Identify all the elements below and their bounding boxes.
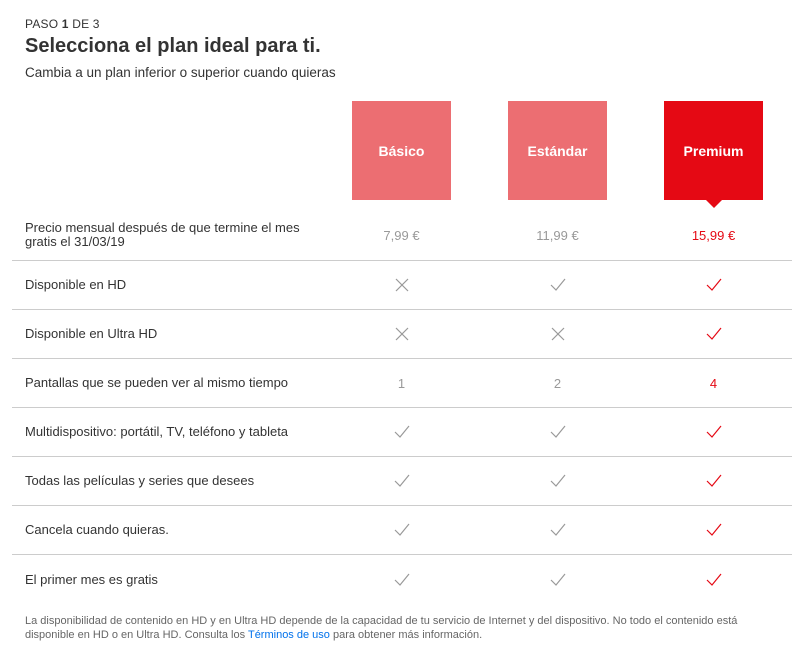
value-standard: 2 (553, 375, 562, 391)
footnote-text-end: para obtener más información. (329, 629, 483, 641)
check-icon (664, 408, 763, 456)
plan-standard-button[interactable]: Estándar (508, 101, 607, 200)
feature-row (12, 555, 792, 604)
check-icon (352, 506, 451, 554)
footnote (25, 614, 785, 642)
row-label: Disponible en HD (25, 277, 127, 292)
feature-row (12, 408, 792, 457)
row-label: El primer mes es gratis (25, 571, 158, 587)
price-row (12, 211, 792, 261)
row-label: Todas las películas y series que desees (25, 473, 255, 488)
cross-icon (508, 310, 607, 358)
page-title: Selecciona el plan ideal para ti. (25, 35, 321, 57)
check-icon (508, 555, 607, 604)
value-basic: 1 (397, 375, 406, 391)
check-icon (508, 408, 607, 456)
price-basic: 7,99 € (383, 228, 420, 243)
check-icon (352, 555, 451, 604)
feature-row (12, 457, 792, 506)
feature-row (12, 310, 792, 359)
row-label: Multidispositivo: portátil, TV, teléfono y tableta (25, 424, 289, 439)
check-icon (664, 310, 763, 358)
check-icon (664, 506, 763, 554)
value-premium: 4 (709, 375, 718, 391)
cross-icon (352, 261, 451, 309)
plan-comparison-table (12, 211, 792, 604)
page-subtitle: Cambia a un plan inferior o superior cuando quieras (25, 65, 336, 80)
step-suffix: DE 3 (68, 17, 100, 31)
row-label: Pantallas que se pueden ver al mismo tiempo (25, 375, 289, 390)
plan-premium-button[interactable]: Premium (664, 101, 763, 200)
row-label: Disponible en Ultra HD (25, 326, 158, 341)
check-icon (352, 457, 451, 505)
check-icon (508, 261, 607, 309)
check-icon (352, 408, 451, 456)
step-indicator (25, 17, 100, 31)
feature-row (12, 359, 792, 408)
check-icon (664, 555, 763, 604)
check-icon (664, 457, 763, 505)
check-icon (508, 506, 607, 554)
price-standard: 11,99 € (536, 228, 579, 243)
cross-icon (352, 310, 451, 358)
feature-row (12, 506, 792, 555)
check-icon (664, 261, 763, 309)
terms-of-use-link[interactable]: Términos de uso (247, 629, 330, 641)
price-premium: 15,99 € (691, 228, 736, 243)
row-label: Cancela cuando quieras. (25, 522, 169, 537)
step-current: 1 (61, 17, 69, 31)
feature-row (12, 261, 792, 310)
footnote-text: La disponibilidad de contenido en HD y en Ultra HD depende de la capacidad de tu servicio de Internet y del dispositivo. No todo el contenido está disponible en HD o en Ultra HD. Consulta los (25, 615, 738, 641)
step-prefix: PASO (25, 17, 62, 31)
check-icon (508, 457, 607, 505)
row-label: Precio mensual después de que termine el mes gratis el 31/03/19 (25, 220, 300, 249)
plan-basic-button[interactable]: Básico (352, 101, 451, 200)
